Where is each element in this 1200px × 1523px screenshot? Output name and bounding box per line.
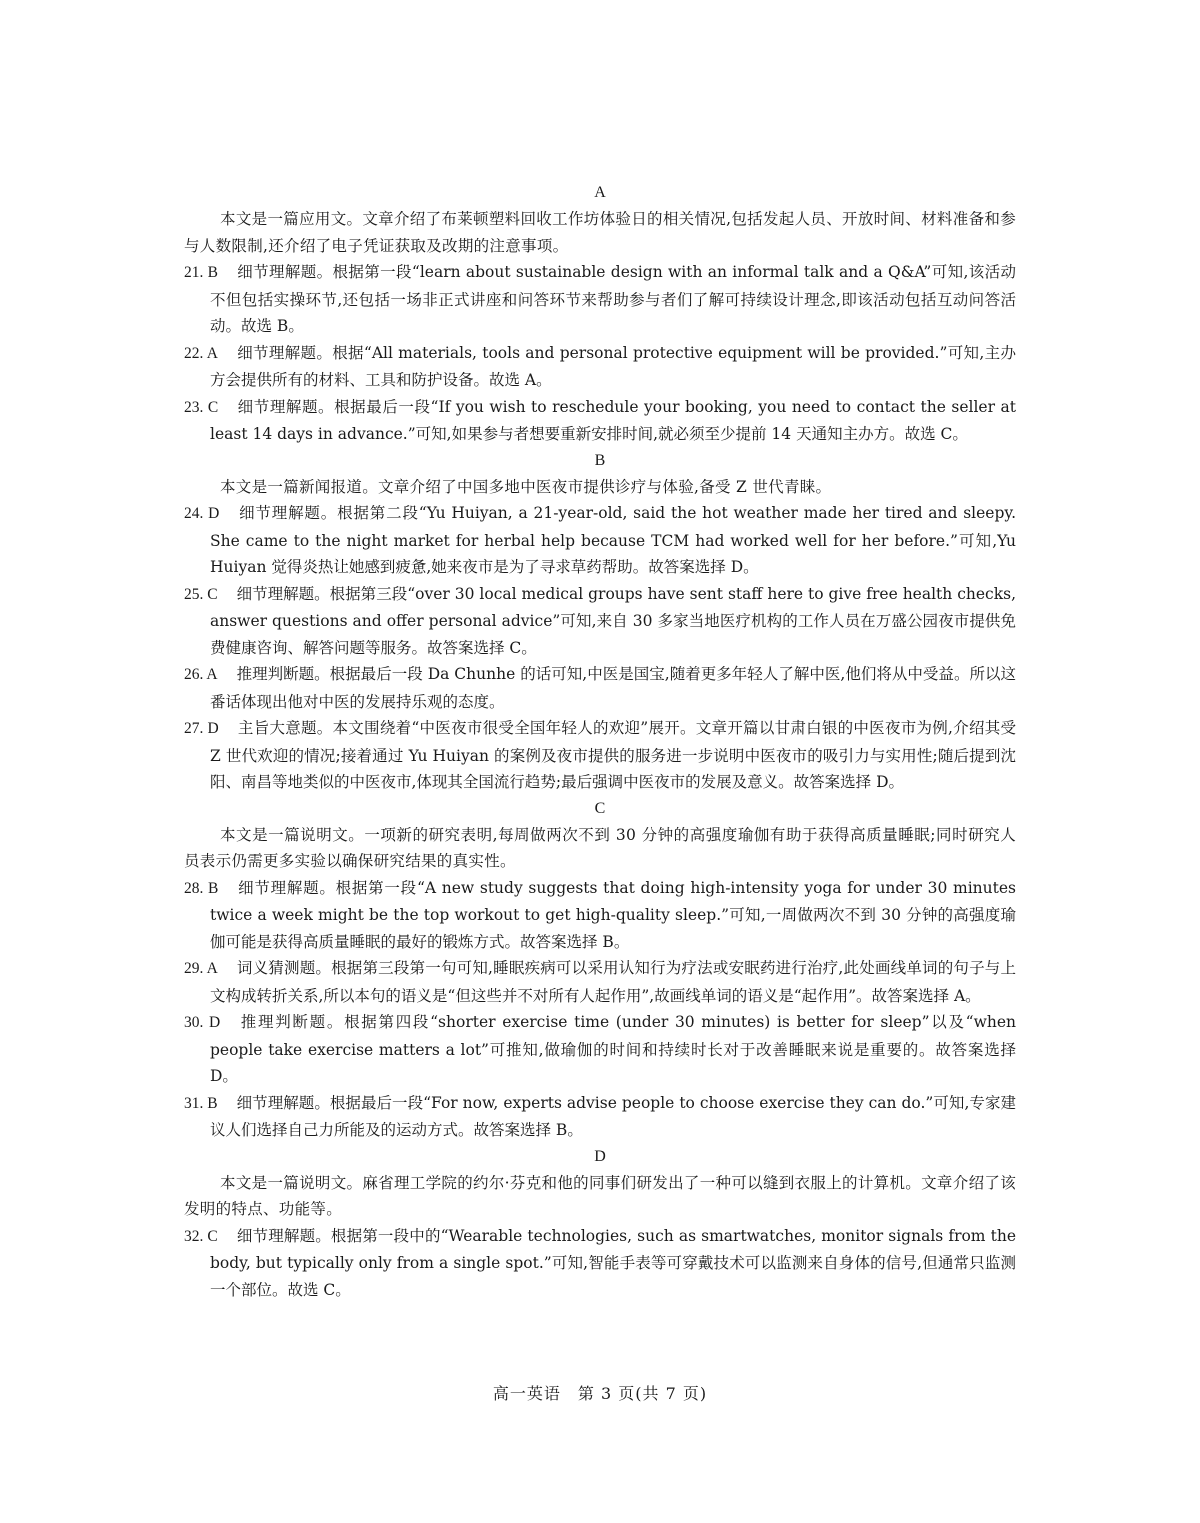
- question-number: 24. D: [184, 505, 220, 522]
- answer-item: [184, 1009, 1016, 1090]
- answer-explanations: [184, 180, 1016, 1303]
- question-number: 23. C: [184, 398, 219, 416]
- answer-item: [184, 259, 1016, 340]
- section-a: [184, 180, 1016, 448]
- question-number: 21. B: [184, 264, 218, 281]
- question-number: 22. A: [184, 344, 218, 362]
- question-number: 32. C: [184, 1227, 218, 1245]
- page-footer: 高一英语 第 3 页(共 7 页): [492, 1384, 708, 1403]
- question-number: 26. A: [184, 666, 218, 683]
- answer-item: [184, 1223, 1016, 1304]
- section-intro: 本文是一篇说明文。麻省理工学院的约尔·芬克和他的同事们研发出了一种可以缝到衣服上的计算机。文章介绍了该发明的特点、功能等。: [184, 1173, 1016, 1218]
- section-d: [184, 1144, 1016, 1304]
- answer-explanation: 推理判断题。根据第四段“shorter exercise time (under 30 minutes) is better for sleep”以及“when people take exercise matters a lot”可推知,做瑜伽的时间和持续时长对于改善睡眠来说是重要的。故答案选择 D。: [210, 1013, 1016, 1085]
- answer-explanation: 细节理解题。根据第一段“A new study suggests that doing high-intensity yoga for under 30 minutes twice a week might be the top workout to get high-quality sleep.”可知,一周做两次不到 30 分钟的高强度瑜伽可能是获得高质量睡眠的最好的锻炼方式。故答案选择 B。: [210, 878, 1016, 951]
- answer-explanation: 推理判断题。根据最后一段 Da Chunhe 的话可知,中医是国宝,随着更多年轻人了解中医,他们将从中受益。所以这番话体现出他对中医的发展持乐观的态度。: [210, 665, 1016, 711]
- answer-explanation: 细节理解题。根据第三段“over 30 local medical groups have sent staff here to give free health checks, answer questions and offer personal advice”可知,来自 30 多家当地医疗机构的工作人员在万盛公园夜市提供免费健康咨询、解答问题等服务。故答案选择 C。: [210, 584, 1016, 657]
- answer-explanation: 细节理解题。根据最后一段“If you wish to reschedule your booking, you need to contact the seller at least 14 days in advance.”可知,如果参与者想要重新安排时间,就必须至少提前 14 天通知主办方。故选 C。: [210, 397, 1016, 443]
- answer-item: [184, 955, 1016, 1009]
- answer-item: [184, 340, 1016, 394]
- question-number: 30. D: [184, 1014, 221, 1031]
- question-number: 29. A: [184, 960, 218, 977]
- section-intro: 本文是一篇说明文。一项新的研究表明,每周做两次不到 30 分钟的高强度瑜伽有助于获得高质量睡眠;同时研究人员表示仍需更多实验以确保研究结果的真实性。: [184, 825, 1016, 870]
- answer-explanation: 细节理解题。根据最后一段“For now, experts advise people to choose exercise they can do.”可知,专家建议人们选择自己力所能及的运动方式。故答案选择 B。: [210, 1093, 1017, 1139]
- answer-item: [184, 875, 1016, 956]
- answer-explanation: 主旨大意题。本文围绕着“中医夜市很受全国年轻人的欢迎”展开。文章开篇以甘肃白银的中医夜市为例,介绍其受 Z 世代欢迎的情况;接着通过 Yu Huiyan 的案例及夜市提供的服务进一步说明中医夜市的吸引力与实用性;随后提到沈阳、南昌等地类似的中医夜市,体现其全国流行趋势;最后强调中医夜市的发展及意义。故答案选择 D。: [210, 719, 1016, 791]
- answer-item: [184, 581, 1016, 662]
- section-intro: 本文是一篇应用文。文章介绍了布莱顿塑料回收工作坊体验日的相关情况,包括发起人员、开放时间、材料准备和参与人数限制,还介绍了电子凭证获取及改期的注意事项。: [184, 210, 1016, 255]
- answer-explanation: 细节理解题。根据第一段“learn about sustainable design with an informal talk and a Q&A”可知,该活动不但包括实操环节,还包括一场非正式讲座和问答环节来帮助参与者们了解可持续设计理念,即该活动包括互动问答活动。故选 B。: [210, 263, 1016, 335]
- question-number: 31. B: [184, 1094, 218, 1112]
- question-number: 28. B: [184, 879, 219, 897]
- question-number: 27. D: [184, 720, 219, 737]
- answer-item: [184, 1090, 1016, 1144]
- section-title: D: [594, 1147, 606, 1165]
- section-title: A: [594, 184, 606, 201]
- answer-item: [184, 394, 1016, 448]
- answer-item: [184, 715, 1016, 796]
- section-title: B: [594, 451, 606, 469]
- answer-explanation: 细节理解题。根据第一段中的“Wearable technologies, such as smartwatches, monitor signals from the body, but typically only from a single spot.”可知,智能手表等可穿戴技术可以监测来自身体的信号,但通常只监测一个部位。故选 C。: [210, 1226, 1016, 1299]
- section-intro: 本文是一篇新闻报道。文章介绍了中国多地中医夜市提供诊疗与体验,备受 Z 世代青睐。: [220, 477, 832, 496]
- answer-explanation: 词义猜测题。根据第三段第一句可知,睡眠疾病可以采用认知行为疗法或安眠药进行治疗,此处画线单词的句子与上文构成转折关系,所以本句的语义是“但这些并不对所有人起作用”,故画线单词的语义是“起作用”。故答案选择 A。: [210, 959, 1017, 1005]
- question-number: 25. C: [184, 585, 218, 603]
- answer-item: [184, 661, 1016, 715]
- answer-item: [184, 500, 1016, 581]
- answer-explanation: 细节理解题。根据“All materials, tools and personal protective equipment will be provided.”可知,主办方会提供所有的材料、工具和防护设备。故选 A。: [210, 343, 1016, 389]
- answer-explanation: 细节理解题。根据第二段“Yu Huiyan, a 21-year-old, said the hot weather made her tired and sleepy. She came to the night market for herbal help because TCM had worked well for her before.”可知,Yu Huiyan 觉得炎热让她感到疲惫,她来夜市是为了寻求草药帮助。故答案选择 D。: [210, 504, 1016, 576]
- section-title: C: [594, 799, 606, 817]
- section-b: [184, 448, 1016, 796]
- section-c: [184, 796, 1016, 1144]
